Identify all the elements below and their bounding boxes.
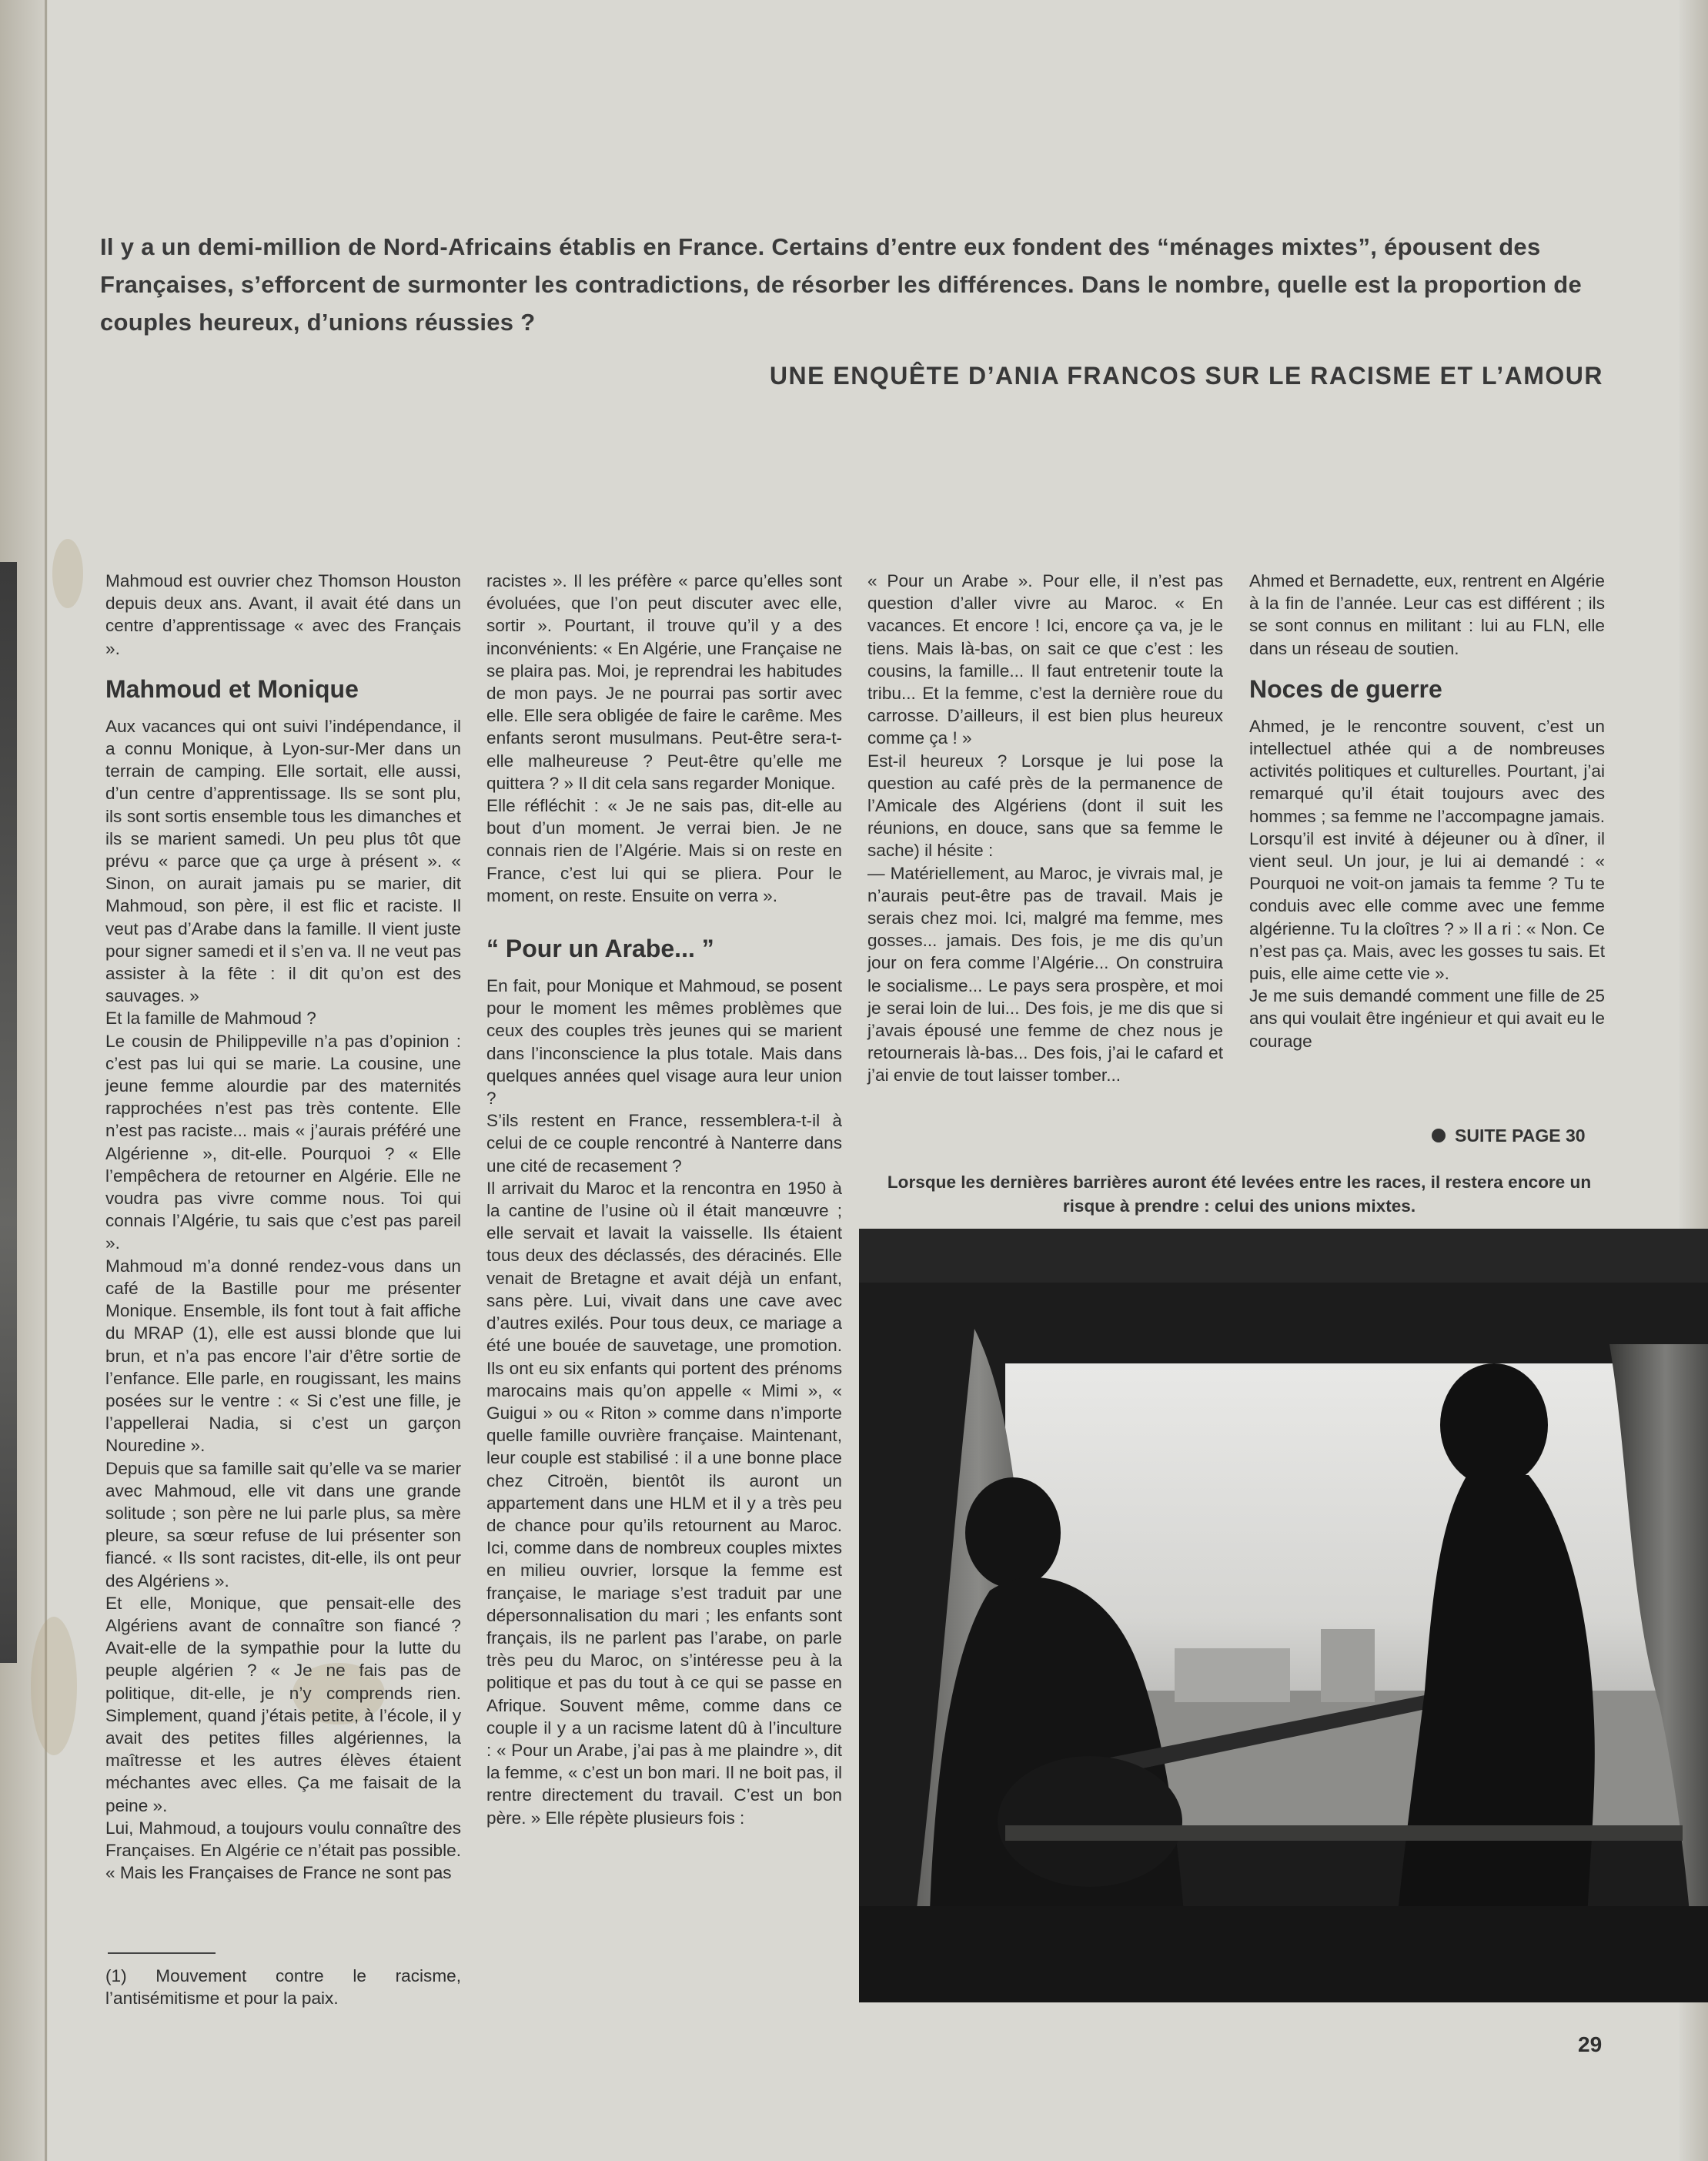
- article-photo: [859, 1229, 1708, 2002]
- article-column-1: [105, 570, 461, 1884]
- photo-caption: Lorsque les dernières barrières auront été levées entre les races, il restera encore un risque à prendre : celui des unions mixtes.: [887, 1172, 1592, 1216]
- column-paragraph: Lui, Mahmoud, a toujours voulu connaître des Françaises. En Algérie ce n’était pas possible. « Mais les Françaises de France ne sont pas: [105, 1818, 461, 1883]
- article-column-2: [486, 570, 842, 1829]
- facing-page-photo-edge: [0, 562, 17, 1663]
- column-paragraph: Et la famille de Mahmoud ?: [105, 1009, 316, 1029]
- bullet-icon: [1432, 1129, 1446, 1142]
- paper-stain: [31, 1617, 77, 1755]
- column-paragraph: Et elle, Monique, que pensait-elle des Algériens avant de connaître son fiancé ? Avait-elle de la sympathie pour la lutte du peuple algérien ? « Je ne fais pas de politique, dit-elle, je n’y comprends rien. Simplement, quand j’étais petite, à l’école, il y avait des petites filles algériennes, la maîtresse et les autres élèves étaient méchantes avec elles. Ça me faisait de la peine ».: [105, 1593, 461, 1815]
- column-paragraph: Mahmoud m’a donné rendez-vous dans un café de la Bastille pour me présenter Monique. Ensemble, ils font tout à fait affiche du MRAP (1), elle est aussi blonde que lui brun, et n’a pas encore l’air d’être sortie de l’enfance. Elle parle, en rougissant, les mains posées sur le ventre : « Si c’est une fille, je l’appellerai Nadia, si c’est un garçon Nouredine ».: [105, 1256, 461, 1456]
- column-paragraph: S’ils restent en France, ressemblera-t-il à celui de ce couple rencontré à Nanterre dans une cité de recasement ?: [486, 1111, 842, 1176]
- intro-paragraph: Il y a un demi-million de Nord-Africains établis en France. Certains d’entre eux fondent des “ménages mixtes”, épousent des Françaises, s’efforcent de surmonter les contradictions, de résorber les différences. Dans le nombre, quelle est la proportion de couples heureux, d’unions réussies ?: [100, 233, 1583, 336]
- article-column-4: [1249, 570, 1605, 1052]
- column-paragraph: Mahmoud est ouvrier chez Thomson Houston depuis deux ans. Avant, il avait été dans un centre d’apprentissage « avec des Français ».: [105, 571, 461, 658]
- column-paragraph: — Matériellement, au Maroc, je vivrais mal, je n’aurais peut-être pas de travail. Mais je serais chez moi. Ici, malgré ma femme, mes gosses... jamais. Des fois, je me dis qu’un jour on fera comme l’Algérie... On construira le socialisme... Le pays sera prospère, et moi je serai loin de lui... Des fois, je me dis que si j’avais épousé une femme de chez nous je retournerais là-bas... Des fois, j’ai le cafard et j’ai envie de tout laisser tomber...: [867, 863, 1223, 1086]
- section-heading: Mahmoud et Monique: [105, 674, 359, 703]
- column-paragraph: « Pour un Arabe ». Pour elle, il n’est pas question d’aller vivre au Maroc. « En vacances. Et encore ! Ici, encore ça va, je le tiens. Mais là-bas, on sait ce que c’est : les cousins, la famille... Il faut entretenir toute la tribu... Et la femme, c’est la dernière roue du carrosse. D’ailleurs, il est bien plus heureux comme ça ! »: [867, 571, 1223, 748]
- column-paragraph: Depuis que sa famille sait qu’elle va se marier avec Mahmoud, elle vit dans une grande solitude ; son père ne lui parle plus, sa mère pleure, sa sœur refuse de lui présenter son fiancé. « Ils sont racistes, dit-elle, ils ont peur des Algériens ».: [105, 1458, 461, 1591]
- continuation-note: [1432, 1126, 1586, 1146]
- binding-spine: [45, 0, 47, 2161]
- photo-silhouettes-image: [859, 1229, 1708, 2002]
- column-paragraph: Ahmed et Bernadette, eux, rentrent en Algérie à la fin de l’année. Leur cas est différent ; ils se sont connus en militant : lui au FLN, elle dans un réseau de soutien.: [1249, 571, 1605, 658]
- column-paragraph: Le cousin de Philippeville n’a pas d’opinion : c’est pas lui qui se marie. La cousine, une jeune femme alourdie par des maternités rapprochées n’est pas très contente. Elle n’est pas raciste... mais « j’aurais préféré une Algérienne », dit-elle. Pourquoi ? « Elle l’empêchera de retourner en Algérie. Elle ne voudra pas vivre comme nous. Toi qui connais l’Algérie, tu sais que c’est pas pareil ».: [105, 1031, 461, 1253]
- column-paragraph: Ahmed, je le rencontre souvent, c’est un intellectuel athée qui a de nombreuses activités politiques et culturelles. Pourtant, j’ai remarqué qu’il était toujours avec des hommes ; sa femme ne l’accompagne jamais. Lorsqu’il est invité à déjeuner ou à dîner, il vient seul. Un jour, je lui ai demandé : « Pourquoi ne voit-on jamais ta femme ? Tu te conduis avec elle comme avec une femme algérienne. Tu la cloîtres ? » Il a ri : « Non. Ce n’est pas ça. Mais, avec les gosses tu sais. Et puis, elle aime cette vie ».: [1249, 716, 1605, 984]
- column-paragraph: Elle réfléchit : « Je ne sais pas, dit-elle au bout d’un moment. Je verrai bien. Je ne connais rien de l’Algérie. Mais si on reste en France, c’est lui qui se pliera. Pour le moment, on reste. Ensuite on verra ».: [486, 796, 842, 905]
- column-paragraph: Il arrivait du Maroc et la rencontra en 1950 à la cantine de l’usine où il était manœuvre ; elle servait et lavait la vaisselle. Ils étaient tous deux des déclassés, des déracinés. Elle venait de Bretagne et avait déjà un enfant, sans père. Lui, vivait dans une cave avec d’autres exilés. Pour tous deux, ce mariage a été une bouée de sauvetage, une promotion. Ils ont eu six enfants qui portent des prénoms marocains mais qu’on appelle « Mimi », « Guigui » ou « Riton » comme dans n’importe quelle famille ouvrière française. Maintenant, leur couple est stabilisé : il a une bonne place chez Citroën, bientôt ils auront un appartement dans une HLM et il y a très peu de chance pour qu’ils retournent au Maroc. Ici, comme dans de nombreux couples mixtes en milieu ouvrier, lorsque la femme est française, le mariage s’est traduit par une dépersonnalisation du mari ; les enfants sont français, ils ne parlent pas l’arabe, on parle très peu du Maroc, on s’intéresse peu à la politique et pas du tout à ce qui se passe en Afrique. Souvent même, comme dans ce couple il y a un racisme latent dû à l’inculture : « Pour un Arabe, j’ai pas à me plaindre », dit la femme, « c’est un bon mari. Il ne boit pas, il rentre directement du travail. C’est un bon père. » Elle répète plusieurs fois :: [486, 1178, 842, 1828]
- column-paragraph: Aux vacances qui ont suivi l’indépendance, il a connu Monique, à Lyon-sur-Mer dans un terrain de camping. Elle sortait, elle aussi, d’un centre d’apprentissage. Ils se sont plu, ils sont sortis ensemble tous les dimanches et ils se marient samedi. Un peu plus tôt que prévu « parce que ça urge à présent ». « Sinon, on aurait jamais pu se marier, dit Mahmoud, son père, il est flic et raciste. Il veut pas d’Arabe dans la famille. Il vient juste pour signer samedi et il s’en va. Il ne veut pas assister à la fête : il dit qu’on est des sauvages. »: [105, 716, 461, 1006]
- column-paragraph: Je me suis demandé comment une fille de 25 ans qui voulait être ingénieur et qui avait eu le courage: [1249, 986, 1605, 1051]
- page-number: 29: [1578, 2032, 1603, 2056]
- continuation-label: SUITE PAGE 30: [1455, 1126, 1586, 1146]
- column-paragraph: racistes ». Il les préfère « parce qu’elles sont évoluées, que l’on peut discuter avec elle, sortir ». Pourtant, il trouve qu’il y a des inconvénients: « En Algérie, une Française ne se plaira pas. Moi, je reprendrai les habitudes de mon pays. Je ne pourrai pas sortir avec elle. Elle sera obligée de faire le carême. Mes enfants seront musulmans. Peut-être sera-t-elle malheureuse ? Peut-être qu’elle me quittera ? » Il dit cela sans regarder Monique.: [486, 571, 842, 793]
- footnote: (1) Mouvement contre le racisme, l’antisémitisme et pour la paix.: [105, 1966, 461, 2008]
- column-paragraph: En fait, pour Monique et Mahmoud, se posent pour le moment les mêmes problèmes que ceux des couples très jeunes qui se marient dans l’inconscience la plus totale. Mais dans quelques années quel visage aura leur union ?: [486, 976, 842, 1109]
- section-heading: Noces de guerre: [1249, 674, 1442, 703]
- footnote-divider: [108, 1952, 216, 1954]
- article-column-3: [867, 570, 1223, 1087]
- column-paragraph: Est-il heureux ? Lorsque je lui pose la question au café près de la permanence de l’Amicale des Algériens (dont il suit les réunions, en douce, sans que sa femme le sache) il hésite :: [867, 751, 1223, 861]
- article-byline: UNE ENQUÊTE D’ANIA FRANCOS SUR LE RACISME ET L’AMOUR: [769, 362, 1603, 390]
- section-heading: “ Pour un Arabe... ”: [486, 935, 714, 963]
- paper-stain: [52, 539, 83, 608]
